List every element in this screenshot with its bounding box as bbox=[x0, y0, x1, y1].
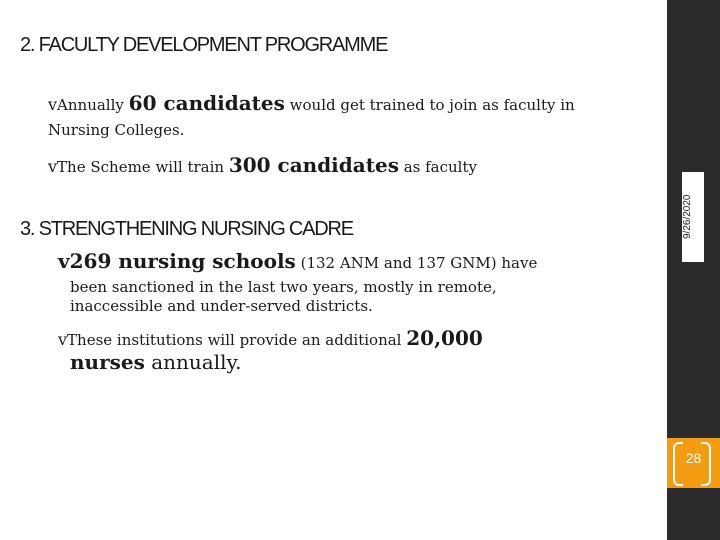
section1-bullet1-cont: Nursing Colleges. bbox=[48, 121, 185, 139]
page-number: 28 bbox=[685, 450, 702, 466]
slide-date: 9/26/2020 bbox=[682, 172, 704, 262]
bullet-icon: v bbox=[48, 95, 58, 114]
section2-heading: 3. STRENGTHENING NURSING CADRE bbox=[20, 218, 353, 240]
section1-bullet1: vAnnually 60 candidates would get trained to join as faculty in bbox=[48, 91, 575, 115]
section2-bullet1-cont1: been sanctioned in the last two years, mostly in remote, bbox=[70, 278, 497, 296]
bullet-icon: v bbox=[58, 330, 68, 349]
section1-heading: 2. FACULTY DEVELOPMENT PROGRAMME bbox=[20, 34, 388, 56]
section2-bullet1-cont2: inaccessible and under-served districts. bbox=[70, 297, 373, 315]
bullet-icon: v bbox=[48, 157, 58, 176]
section2-bullet2: vThese institutions will provide an additional 20,000 bbox=[58, 326, 483, 350]
section1-bullet2: vThe Scheme will train 300 candidates as faculty bbox=[48, 153, 477, 177]
section2-bullet1: v269 nursing schools (132 ANM and 137 GNM) have bbox=[58, 249, 538, 273]
bullet-icon: v bbox=[58, 249, 70, 273]
section2-bullet2-cont: nurses annually. bbox=[70, 350, 242, 374]
